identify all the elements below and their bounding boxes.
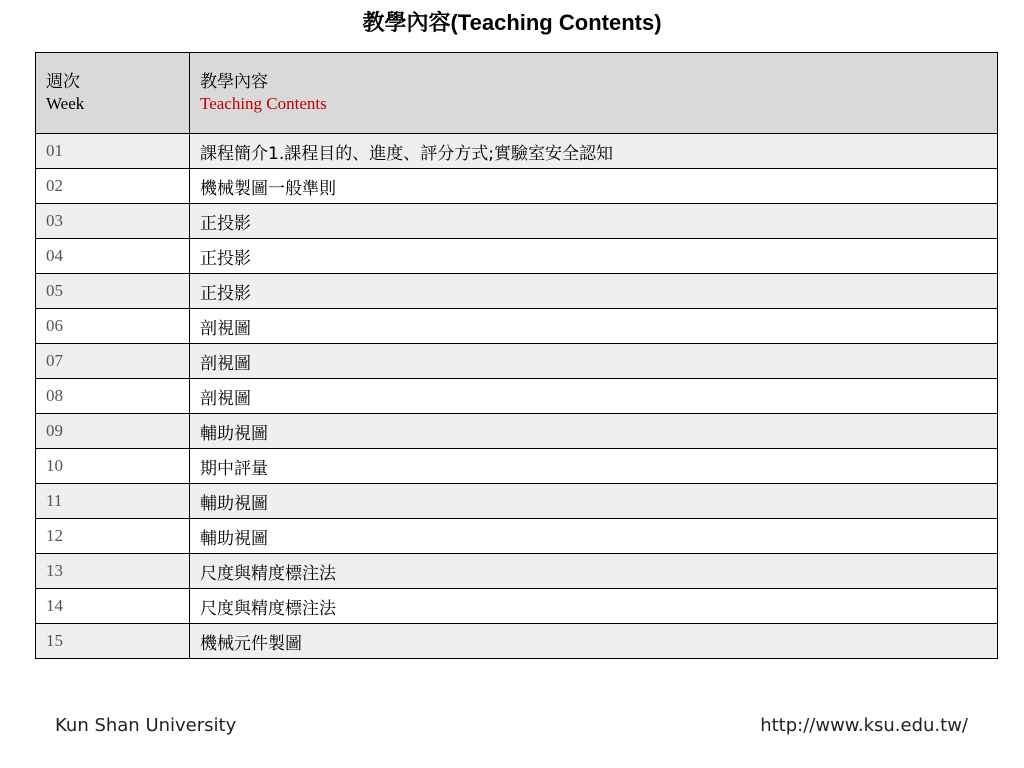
content-cell: 輔助視圖 <box>190 519 998 554</box>
week-header-en: Week <box>46 94 85 113</box>
content-cell: 輔助視圖 <box>190 484 998 519</box>
table-row <box>36 134 998 169</box>
week-cell: 15 <box>36 624 190 659</box>
content-header-en: Teaching Contents <box>200 94 327 113</box>
week-header-cell <box>36 53 190 134</box>
table-row <box>36 309 998 344</box>
content-cell: 課程簡介1.課程目的、進度、評分方式;實驗室安全認知 <box>190 134 998 169</box>
content-header-zh: 教學內容 <box>200 72 268 91</box>
week-cell: 14 <box>36 589 190 624</box>
week-cell: 04 <box>36 239 190 274</box>
week-cell: 02 <box>36 169 190 204</box>
table-row <box>36 449 998 484</box>
table-row <box>36 414 998 449</box>
content-cell: 尺度與精度標注法 <box>190 589 998 624</box>
week-cell: 13 <box>36 554 190 589</box>
table-row <box>36 379 998 414</box>
table-row <box>36 589 998 624</box>
page-title: 教學內容(Teaching Contents) <box>362 10 662 35</box>
content-cell: 機械元件製圖 <box>190 624 998 659</box>
week-cell: 11 <box>36 484 190 519</box>
content-cell: 剖視圖 <box>190 344 998 379</box>
content-header-cell <box>190 53 998 134</box>
content-cell: 尺度與精度標注法 <box>190 554 998 589</box>
table-row <box>36 484 998 519</box>
table-row <box>36 204 998 239</box>
table-header-row <box>36 53 998 134</box>
table-row <box>36 239 998 274</box>
week-cell: 07 <box>36 344 190 379</box>
content-cell: 剖視圖 <box>190 309 998 344</box>
table-row <box>36 554 998 589</box>
content-cell: 正投影 <box>190 204 998 239</box>
week-header-zh: 週次 <box>46 72 80 91</box>
footer-url: http://www.ksu.edu.tw/ <box>760 715 968 736</box>
teaching-contents-table <box>35 52 998 659</box>
table-row <box>36 624 998 659</box>
week-cell: 10 <box>36 449 190 484</box>
week-cell: 05 <box>36 274 190 309</box>
table-row <box>36 519 998 554</box>
table-row <box>36 344 998 379</box>
footer-university: Kun Shan University <box>55 715 237 736</box>
week-cell: 06 <box>36 309 190 344</box>
week-cell: 12 <box>36 519 190 554</box>
content-cell: 機械製圖一般準則 <box>190 169 998 204</box>
week-cell: 09 <box>36 414 190 449</box>
content-cell: 期中評量 <box>190 449 998 484</box>
content-cell: 正投影 <box>190 274 998 309</box>
week-cell: 08 <box>36 379 190 414</box>
table-row <box>36 169 998 204</box>
content-cell: 正投影 <box>190 239 998 274</box>
content-cell: 剖視圖 <box>190 379 998 414</box>
week-cell: 01 <box>36 134 190 169</box>
table-row <box>36 274 998 309</box>
content-cell: 輔助視圖 <box>190 414 998 449</box>
week-cell: 03 <box>36 204 190 239</box>
